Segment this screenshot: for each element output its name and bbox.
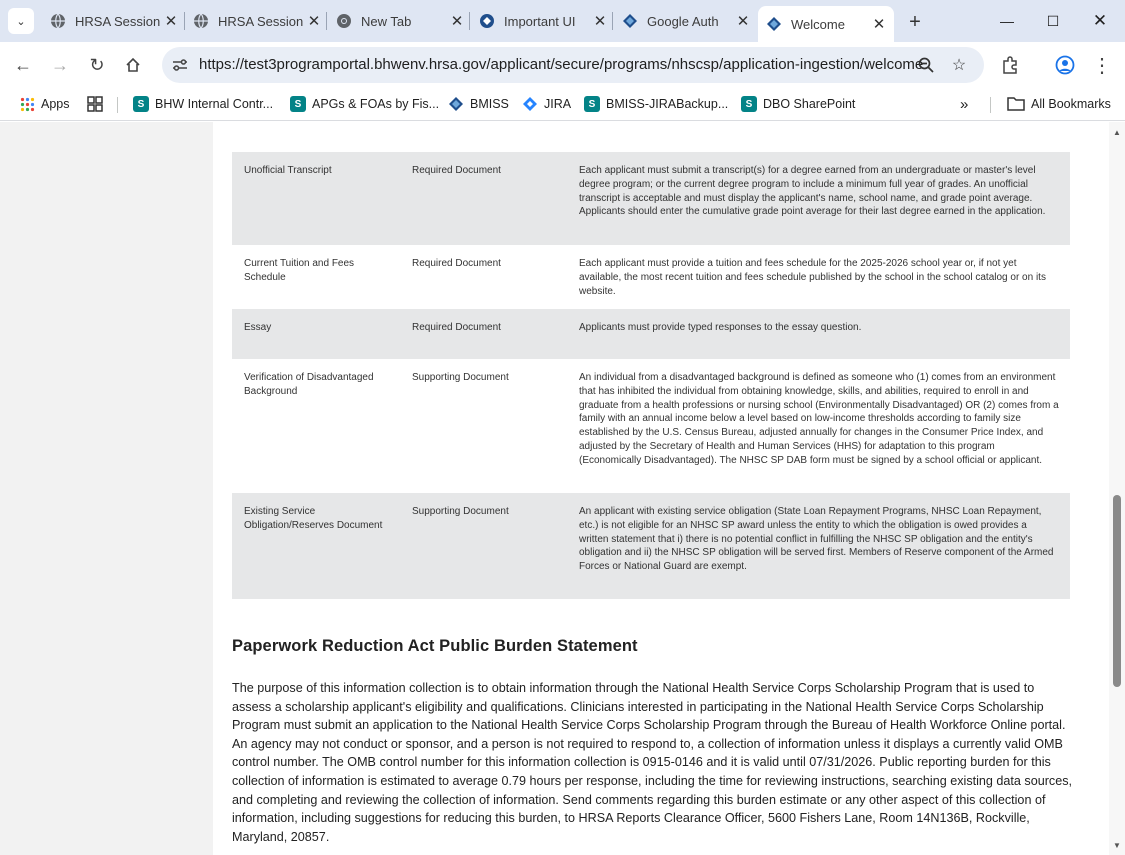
bookmark-dbo-sharepoint[interactable] xyxy=(741,94,855,114)
document-description: Applicants must provide typed responses to the essay question. xyxy=(579,322,862,333)
address-bar[interactable] xyxy=(162,47,984,83)
tab-title: Google Auth xyxy=(647,13,719,29)
tab-title: Welcome xyxy=(791,16,845,32)
maximize-button[interactable]: ☐ xyxy=(1046,12,1060,29)
bookmark-label: BMISS-JIRABackup... xyxy=(606,97,729,111)
main-content xyxy=(213,122,1109,855)
page-viewport xyxy=(0,122,1125,855)
document-type: Required Document xyxy=(412,322,501,333)
close-icon[interactable]: ✕ xyxy=(307,13,321,30)
table-row xyxy=(232,493,1070,599)
sharepoint-icon: S xyxy=(290,96,306,112)
bookmark-label: DBO SharePoint xyxy=(763,97,856,111)
tab-divider xyxy=(184,12,185,30)
puzzle-icon xyxy=(1001,56,1019,74)
back-button[interactable]: ← xyxy=(14,54,32,75)
sharepoint-icon: S xyxy=(741,96,757,112)
bookmark-bmiss-jirabackup[interactable] xyxy=(584,94,728,114)
jira-icon xyxy=(522,96,538,112)
scrollbar-thumb[interactable] xyxy=(1113,495,1121,687)
tab-groups-icon[interactable] xyxy=(87,94,103,114)
tab-welcome[interactable] xyxy=(758,6,894,42)
document-name: Current Tuition and Fees Schedule xyxy=(244,258,355,283)
close-icon[interactable]: ✕ xyxy=(872,16,886,33)
scroll-down-arrow-icon[interactable]: ▼ xyxy=(1113,840,1121,850)
folder-icon xyxy=(1007,97,1025,111)
all-bookmarks-label: All Bookmarks xyxy=(1031,97,1111,111)
home-icon xyxy=(125,57,141,73)
tab-title: HRSA Session xyxy=(218,13,304,29)
hrsa-icon xyxy=(448,96,464,112)
bookmark-label: JIRA xyxy=(544,97,572,111)
tab-divider xyxy=(612,12,613,30)
tab-title: Important UI xyxy=(504,13,576,29)
close-icon[interactable]: ✕ xyxy=(450,13,464,30)
zoom-icon[interactable] xyxy=(915,54,937,76)
bookmark-label: BMISS xyxy=(470,97,509,111)
document-type: Supporting Document xyxy=(412,372,509,383)
document-description: An individual from a disadvantaged background is defined as someone who (1) comes from an environment that has inhibited the individual from obtaining knowledge, skills, and abilities, required to enroll in and graduate from a health professions or nursing school (Environmentally Disadvantaged) OR (2) comes from a family with an annual income below a level based on low-income thresholds according to family size established by the U.S. Census Bureau, adjusted annually for changes in the Consumer Price Index, and adjusted by the Secretary of Health and Human Services (HHS) for adaptation to this program (Economically Disadvantaged). The NHSC SP DAB form must be signed by a school official or applicant. xyxy=(579,372,1059,466)
apps-grid-icon xyxy=(20,97,35,112)
bookmark-apps[interactable] xyxy=(20,94,70,114)
document-name: Essay xyxy=(244,322,272,333)
bookmark-divider xyxy=(117,97,118,113)
document-description: Each applicant must provide a tuition and fees schedule for the 2025-2026 school year or, if not yet available, the most recent tuition and fees schedule published by the school in the school catalog or on its website. xyxy=(579,258,1046,297)
document-description: An applicant with existing service obligation (State Loan Repayment Programs, NHSC Loan Repayment, etc.) is not eligible for an NHSC SP award unless the entity to which the obligation is owed provides a written statement that i) there is no potential conflict in fulfilling the NHSC SP obligation and the entity's obligation and ii) the NHSC SP obligation will be served first. Members of Reserve component of the Armed Forces or National Guard are exempt. xyxy=(579,506,1054,573)
url-text[interactable]: https://test3programportal.bhwenv.hrsa.gov/applicant/secure/programs/nhscsp/application-ingestion/welcome xyxy=(199,56,924,73)
tab-title: HRSA Session xyxy=(75,13,161,29)
bookmark-star-icon[interactable]: ☆ xyxy=(951,57,967,74)
document-type: Supporting Document xyxy=(412,506,509,517)
extensions-button[interactable] xyxy=(996,51,1024,79)
globe-icon xyxy=(193,13,209,29)
tab-search-chevron-icon[interactable]: ⌄ xyxy=(8,8,34,34)
bookmark-bmiss[interactable] xyxy=(448,94,509,114)
sharepoint-icon: S xyxy=(584,96,600,112)
tab-google-auth[interactable] xyxy=(622,6,753,36)
close-icon[interactable]: ✕ xyxy=(593,13,607,30)
bookmark-jira[interactable] xyxy=(522,94,571,114)
document-name: Unofficial Transcript xyxy=(244,165,332,176)
close-icon[interactable]: ✕ xyxy=(164,13,178,30)
close-icon[interactable]: ✕ xyxy=(736,13,750,30)
document-type: Required Document xyxy=(412,258,501,269)
document-type: Required Document xyxy=(412,165,501,176)
bookmark-apgs-foas[interactable] xyxy=(290,94,439,114)
tab-divider xyxy=(469,12,470,30)
tab-hrsa-session-1[interactable] xyxy=(50,6,181,36)
site-info-icon[interactable] xyxy=(170,55,190,75)
hrsa-icon xyxy=(479,13,495,29)
hrsa-icon xyxy=(622,13,638,29)
bookmarks-bar xyxy=(0,88,1125,121)
home-button[interactable] xyxy=(119,51,147,79)
forward-button[interactable]: → xyxy=(51,54,69,75)
chrome-icon xyxy=(336,13,352,29)
globe-icon xyxy=(50,13,66,29)
table-row xyxy=(232,309,1070,359)
tab-hrsa-session-2[interactable] xyxy=(193,6,324,36)
menu-kebab-icon[interactable]: ⋮ xyxy=(1092,54,1112,77)
hrsa-icon xyxy=(766,16,782,32)
tab-title: New Tab xyxy=(361,13,412,29)
reload-button[interactable]: ↻ xyxy=(89,54,105,75)
bookmark-label: APGs & FOAs by Fis... xyxy=(312,97,440,111)
document-name: Verification of Disadvantaged Background xyxy=(244,372,374,397)
browser-toolbar xyxy=(0,42,1125,88)
bookmark-label: Apps xyxy=(41,97,70,111)
tab-strip xyxy=(0,0,1125,42)
bookmark-bhw-internal[interactable] xyxy=(133,94,273,114)
burden-statement-heading: Paperwork Reduction Act Public Burden Statement xyxy=(232,637,638,655)
table-row xyxy=(232,359,1070,493)
page-scrollbar[interactable] xyxy=(1109,122,1125,855)
close-window-button[interactable]: ✕ xyxy=(1092,11,1108,30)
new-tab-button[interactable]: + xyxy=(909,10,921,33)
avatar-icon xyxy=(1055,55,1075,75)
sharepoint-icon: S xyxy=(133,96,149,112)
tab-divider xyxy=(326,12,327,30)
scroll-up-arrow-icon[interactable]: ▲ xyxy=(1113,127,1121,137)
tab-important-ui[interactable] xyxy=(479,6,610,36)
more-bookmarks-chevron-icon[interactable]: » xyxy=(960,95,969,113)
bookmark-label: BHW Internal Contr... xyxy=(155,97,274,111)
document-description: Each applicant must submit a transcript(s) for a degree earned from an undergraduate or master's level degree program; or the current degree program to include a minimum full year of grades. An unofficial transcript is acceptable and must display the applicant's name, school name, and grade point average. Applicants should enter the cumulative grade point average for their last degree earned in the application. xyxy=(579,165,1046,218)
table-row xyxy=(232,245,1070,309)
minimize-button[interactable]: — xyxy=(1000,13,1014,29)
profile-button[interactable] xyxy=(1051,51,1079,79)
all-bookmarks-button[interactable] xyxy=(1007,94,1111,114)
bookmark-divider xyxy=(990,97,991,113)
tab-new-tab[interactable] xyxy=(336,6,467,36)
burden-statement-text: The purpose of this information collection is to obtain information through the National Health Service Corps Scholarship Program that is used to assess a scholarship applicant's eligibility and qualifications. Clinicians interested in participating in the National Health Service Corps Scholarship Program must submit an application to the National Health Service Corps Scholarship Program through the Bureau of Health Workforce Online portal. An agency may not conduct or sponsor, and a person is not required to respond to, a collection of information unless it displays a currently valid OMB control number. The OMB control number for this information collection is 0915-0146 and it is valid until 07/31/2026. Public reporting burden for this collection of information is estimated to average 0.79 hours per response, including the time for reviewing instructions, searching existing data sources, and completing and reviewing the collection of information. Send comments regarding this burden estimate or any other aspect of this collection of information, including suggestions for reducing this burden, to HRSA Reports Clearance Officer, 5600 Fishers Lane, Room 14N136B, Rockville, Maryland, 20857. xyxy=(232,681,1073,844)
document-name: Existing Service Obligation/Reserves Document xyxy=(244,506,383,531)
table-row xyxy=(232,152,1070,245)
